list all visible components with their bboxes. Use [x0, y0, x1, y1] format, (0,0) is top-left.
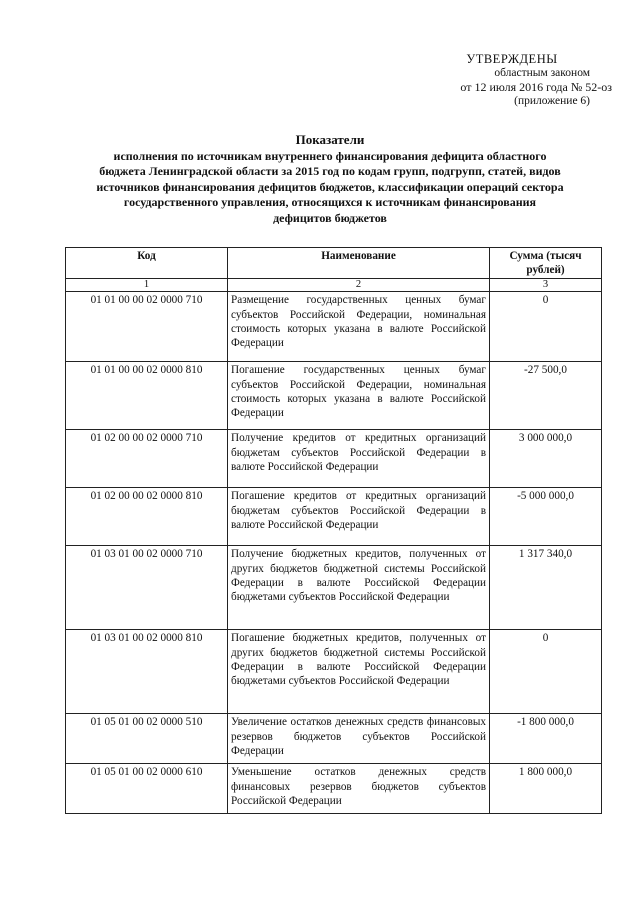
row-sum: -27 500,0 [490, 362, 602, 430]
table-header-row [66, 248, 602, 279]
table-row [66, 764, 602, 814]
document-title: Показатели [295, 132, 365, 147]
heading-line: исполнения по источникам внутреннего финансирования дефицита областного [113, 148, 547, 163]
row-code: 01 02 00 00 02 0000 810 [66, 488, 228, 546]
row-sum: -1 800 000,0 [490, 714, 602, 764]
row-sum: 3 000 000,0 [490, 430, 602, 488]
table-row [66, 488, 602, 546]
table-row [66, 546, 602, 630]
header-name: Наименование [228, 248, 490, 279]
financing-sources-table [65, 247, 602, 814]
table-row [66, 430, 602, 488]
row-code: 01 02 00 00 02 0000 710 [66, 430, 228, 488]
approval-law: областным законом [494, 67, 590, 79]
table-row [66, 714, 602, 764]
row-name: Уменьшение остатков денежных средств финансовых резервов бюджетов субъектов Российской Федерации [228, 764, 490, 814]
row-name: Получение кредитов от кредитных организаций бюджетам субъектов Российской Федерации в валюте Российской Федерации [228, 430, 490, 488]
row-sum: 0 [490, 292, 602, 362]
row-name: Увеличение остатков денежных средств финансовых резервов бюджетов субъектов Российской Федерации [228, 714, 490, 764]
row-code: 01 01 00 00 02 0000 810 [66, 362, 228, 430]
heading-line: государственного управления, относящихся к источникам финансирования [123, 195, 537, 209]
row-name: Погашение государственных ценных бумаг субъектов Российской Федерации, номинальная стоимость которых указана в валюте Российской Федерации [228, 362, 490, 430]
approval-stamp [412, 52, 612, 108]
document-heading [70, 132, 590, 226]
row-code: 01 05 01 00 02 0000 610 [66, 764, 228, 814]
row-sum: -5 000 000,0 [490, 488, 602, 546]
approval-date: от 12 июля 2016 года № 52-оз [460, 80, 612, 94]
heading-line: дефицитов бюджетов [273, 210, 387, 225]
column-number: 3 [490, 279, 602, 292]
row-name: Размещение государственных ценных бумаг субъектов Российской Федерации, номинальная стоимость которых указана в валюте Российской Федерации [228, 292, 490, 362]
row-code: 01 03 01 00 02 0000 710 [66, 546, 228, 630]
header-code: Код [66, 248, 228, 279]
heading-line: бюджета Ленинградской области за 2015 год по кодам групп, подгрупп, статей, видов [99, 164, 561, 178]
table-row [66, 292, 602, 362]
row-code: 01 03 01 00 02 0000 810 [66, 630, 228, 714]
table-row [66, 362, 602, 430]
approval-annex: (приложение 6) [514, 95, 590, 107]
row-name: Погашение бюджетных кредитов, полученных от других бюджетов бюджетной системы Российской Федерации в валюте Российской Федерации бюджетами субъектов Российской Федерации [228, 630, 490, 714]
row-name: Получение бюджетных кредитов, полученных от других бюджетов бюджетной системы Российской Федерации в валюте Российской Федерации бюджетами субъектов Российской Федерации [228, 546, 490, 630]
row-sum: 1 800 000,0 [490, 764, 602, 814]
row-code: 01 05 01 00 02 0000 510 [66, 714, 228, 764]
heading-line: источников финансирования дефицитов бюджетов, классификации операций сектора [96, 179, 564, 194]
column-number: 2 [228, 279, 490, 292]
table-row [66, 630, 602, 714]
approval-title: УТВЕРЖДЕНЫ [466, 52, 558, 66]
column-number: 1 [66, 279, 228, 292]
row-sum: 1 317 340,0 [490, 546, 602, 630]
column-number-row [66, 279, 602, 292]
row-sum: 0 [490, 630, 602, 714]
row-code: 01 01 00 00 02 0000 710 [66, 292, 228, 362]
row-name: Погашение кредитов от кредитных организаций бюджетам субъектов Российской Федерации в валюте Российской Федерации [228, 488, 490, 546]
header-sum: Сумма (тысяч рублей) [490, 248, 602, 279]
